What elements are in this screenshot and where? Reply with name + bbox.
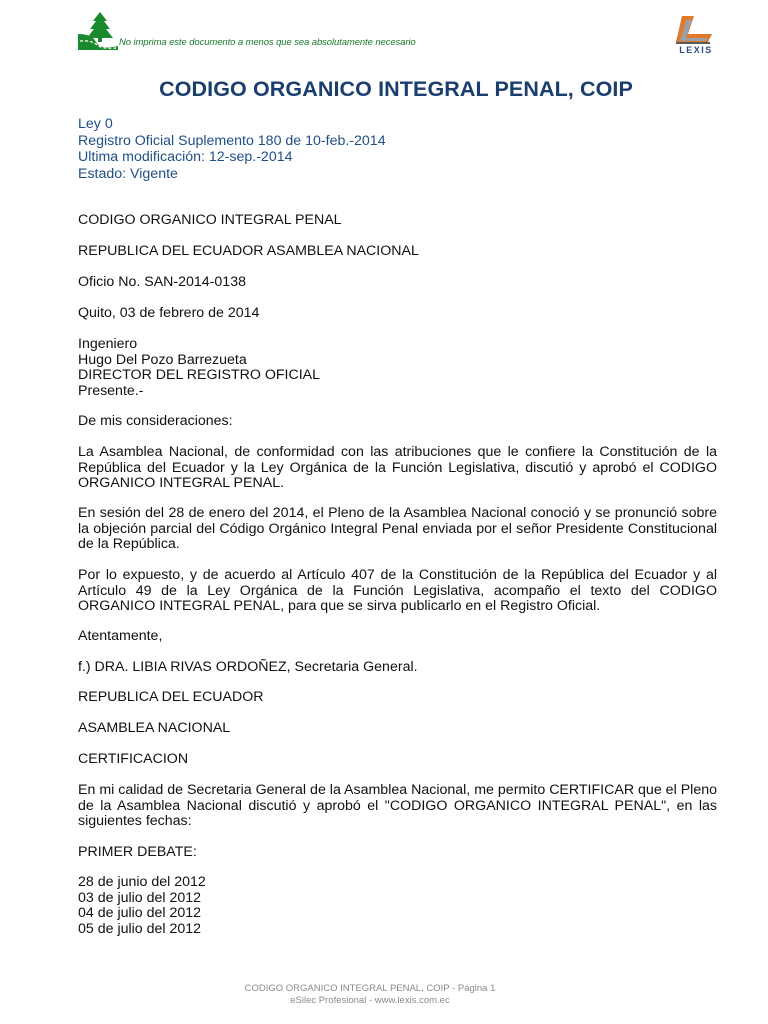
paragraph-oficio: Oficio No. SAN-2014-0138 [78, 274, 246, 290]
paragraph-republic: REPUBLICA DEL ECUADOR [78, 689, 264, 705]
meta-ley: Ley 0 [78, 116, 113, 132]
document-title: CODIGO ORGANICO INTEGRAL PENAL, COIP [159, 77, 633, 101]
footer-source-link[interactable]: eSilec Profesional - www.lexis.com.ec [290, 995, 450, 1006]
paragraph-certification: En mi calidad de Secretaria General de la Asamblea Nacional, me permito CERTIFICAR que el Pleno de la Asamblea Nacional discutió y aprobó el "CODIGO ORGANICO INTEGRAL PENAL", en las siguientes fechas: [78, 782, 717, 830]
tree-road-icon [78, 12, 118, 50]
lexis-logo [668, 14, 724, 56]
meta-registro: Registro Oficial Suplemento 180 de 10-feb.-2014 [78, 132, 386, 149]
paragraph-approval: La Asamblea Nacional, de conformidad con las atribuciones que le confiere la Constitución de la República del Ecuador y la Ley Orgánica de la Función Legislativa, discutió y aprobó el CODIGO ORGANICO INTEGRAL PENAL. [78, 444, 717, 492]
addressee-name: Hugo Del Pozo Barrezueta [78, 351, 247, 368]
eco-notice-text: No imprima este documento a menos que sea absolutamente necesario [119, 37, 416, 48]
list-item-date: 03 de julio del 2012 [78, 889, 202, 906]
paragraph-law-name: CODIGO ORGANICO INTEGRAL PENAL [78, 212, 342, 228]
meta-modificacion: Ultima modificación: 12-sep.-2014 [78, 149, 293, 165]
paragraph-salutation: De mis consideraciones: [78, 413, 233, 429]
paragraph-certification-heading: CERTIFICACION [78, 751, 189, 767]
debate-dates-list [78, 875, 717, 937]
paragraph-first-debate: PRIMER DEBATE: [78, 844, 197, 860]
list-item-date: 05 de julio del 2012 [78, 920, 202, 937]
paragraph-assembly-header: REPUBLICA DEL ECUADOR ASAMBLEA NACIONAL [78, 243, 419, 259]
addressee-title: Ingeniero [78, 336, 138, 352]
footer-page-info: CODIGO ORGANICO INTEGRAL PENAL, COIP - Página 1 [244, 983, 496, 994]
paragraph-assembly: ASAMBLEA NACIONAL [78, 720, 231, 736]
document-metadata [78, 116, 386, 182]
paragraph-publication: Por lo expuesto, y de acuerdo al Artículo 407 de la Constitución de la República del Ecuador y al Artículo 49 de la Ley Orgánica de la Función Legislativa, acompaño el texto del CODIGO ORGANICO INTEGRAL PENAL, para que se sirva publicarlo en el Registro Oficial. [78, 567, 717, 615]
paragraph-session: En sesión del 28 de enero del 2014, el Pleno de la Asamblea Nacional conoció y se pronunció sobre la objeción parcial del Código Orgánico Integral Penal enviada por el señor Presidente Constitucional de la República. [78, 505, 717, 553]
addressee-block [78, 337, 717, 399]
paragraph-sign-off: Atentamente, [78, 628, 163, 644]
addressee-position: DIRECTOR DEL REGISTRO OFICIAL [78, 367, 321, 384]
paragraph-date-place: Quito, 03 de febrero de 2014 [78, 305, 260, 321]
lexis-logo-text: LEXIS [679, 45, 713, 55]
list-item-date: 04 de julio del 2012 [78, 905, 202, 922]
page-footer [0, 983, 740, 1007]
lexis-logo-icon [668, 14, 724, 46]
list-item-date: 28 de junio del 2012 [78, 874, 206, 890]
eco-notice-banner [78, 12, 438, 52]
paragraph-signature: f.) DRA. LIBIA RIVAS ORDOÑEZ, Secretaria General. [78, 659, 418, 675]
meta-estado: Estado: Vigente [78, 165, 178, 182]
addressee-closing: Presente.- [78, 382, 144, 399]
